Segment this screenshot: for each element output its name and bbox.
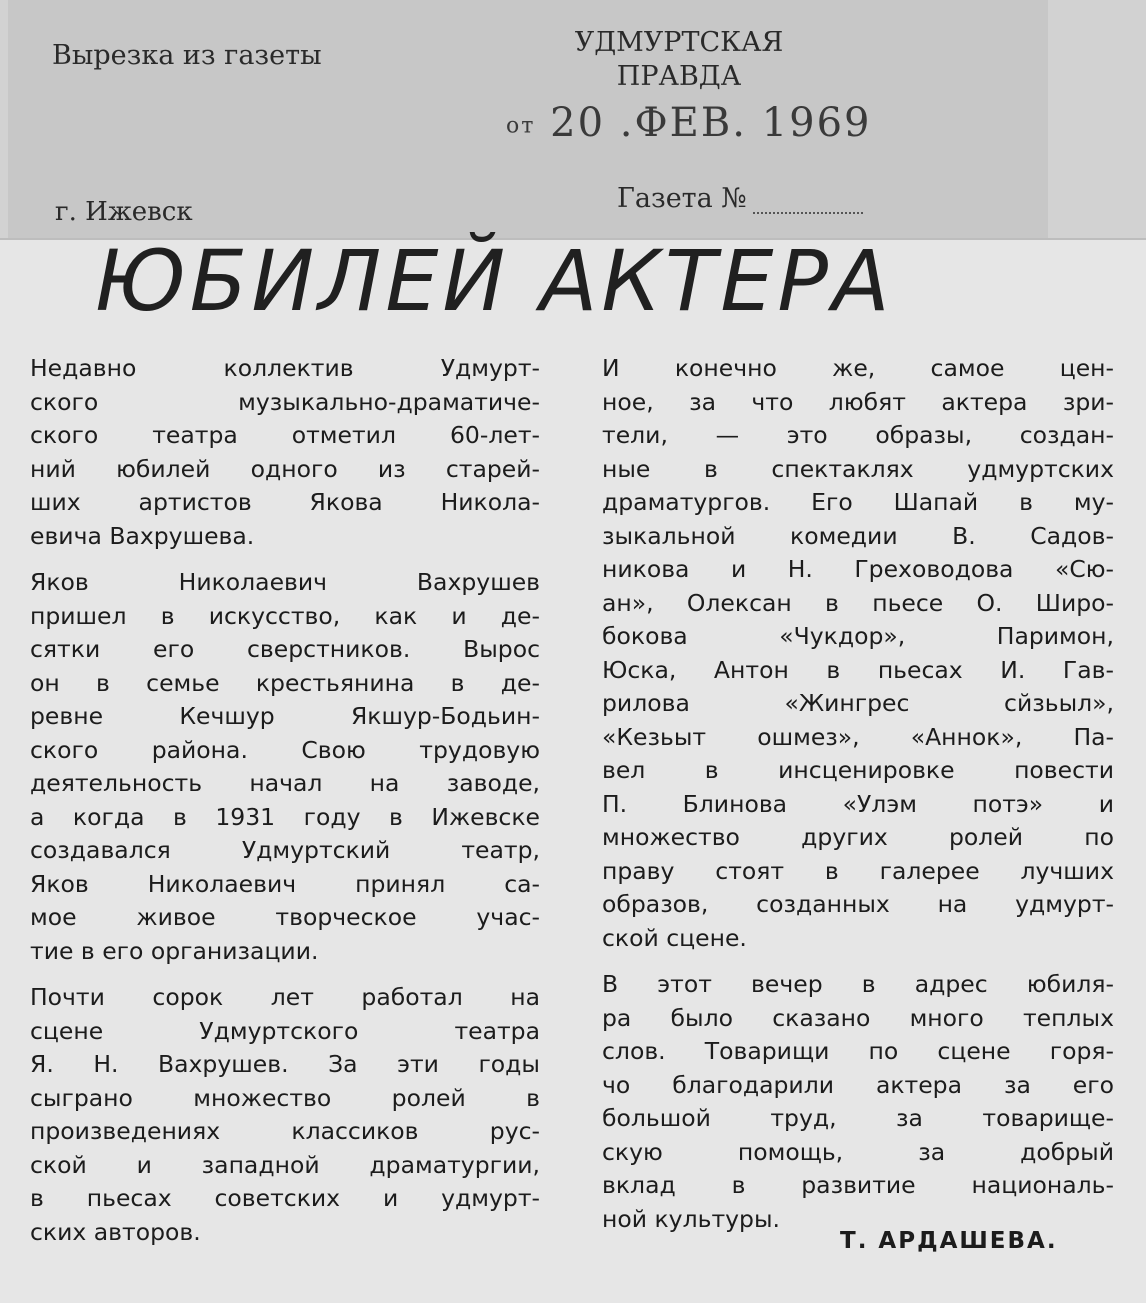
article-line: зыкальной комедии В. Садов-	[602, 521, 1114, 550]
issue-number-blank	[753, 190, 863, 214]
article-line: ан», Олексан в пьесе О. Широ-	[602, 588, 1114, 617]
date-prefix: от	[506, 113, 536, 139]
article-line: слов. Товарищи по сцене горя-	[602, 1037, 1114, 1065]
article-line: рилова «Жингрес сйзьыл»,	[602, 689, 1114, 717]
article-line: ской сцене.	[602, 923, 747, 952]
article-line: сыграно множество ролей в	[30, 1083, 540, 1112]
clipping-source-label: Вырезка из газеты	[52, 40, 322, 71]
article-line: ное, за что любят актера зри-	[602, 387, 1114, 416]
article-line: в пьесах советских и удмурт-	[30, 1184, 540, 1212]
article-column-left	[30, 352, 540, 1262]
article-line: ших артистов Якова Никола-	[30, 488, 540, 516]
article-line: большой труд, за товарище-	[602, 1104, 1114, 1132]
article-line: Почти сорок лет работал на	[30, 983, 540, 1011]
article-line: «Кезьыт ошмез», «Аннок», Па-	[602, 722, 1114, 751]
article-line: мое живое творческое учас-	[30, 903, 540, 931]
article-line: ских авторов.	[30, 1217, 201, 1246]
article-line: чо благодарили актера за его	[602, 1070, 1114, 1099]
article-line: пришел в искусство, как и де-	[30, 601, 540, 630]
article-line: множество других ролей по	[602, 823, 1114, 851]
newspaper-name	[548, 26, 810, 94]
article-line: ского театра отметил 60-лет-	[30, 421, 540, 449]
article-line: сцене Удмуртского театра	[30, 1016, 540, 1045]
article-line: тели, — это образы, создан-	[602, 421, 1114, 449]
article-line: произведениях классиков рус-	[30, 1117, 540, 1145]
article-line: деятельность начал на заводе,	[30, 769, 540, 797]
article-line: ского района. Свою трудовую	[30, 735, 540, 764]
date-value: 20 .ФЕВ. 1969	[550, 100, 872, 146]
article-line: драматургов. Его Шапай в му-	[602, 488, 1114, 516]
article-line: он в семье крестьянина в де-	[30, 668, 540, 697]
date-stamp	[506, 100, 872, 146]
article-signature: Т. АРДАШЕВА.	[840, 1228, 1058, 1254]
article-line: Недавно коллектив Удмурт-	[30, 354, 540, 382]
newspaper-name-line2: ПРАВДА	[616, 61, 742, 92]
article-column-right	[602, 352, 1114, 1249]
article-line: И конечно же, самое цен-	[602, 354, 1114, 382]
article-line: ра было сказано много теплых	[602, 1003, 1114, 1032]
article-line: никова и Н. Греховодова «Сю-	[602, 555, 1114, 583]
article-line: образов, созданных на удмурт-	[602, 890, 1114, 918]
article-line: ревне Кечшур Якшур-Бодьин-	[30, 702, 540, 730]
article-paragraph	[602, 968, 1114, 1236]
article-line: ной культуры.	[602, 1204, 780, 1233]
article-line: П. Блинова «Улэм потэ» и	[602, 789, 1114, 818]
article-line: Юска, Антон в пьесах И. Гав-	[602, 655, 1114, 684]
issue-number-label	[617, 183, 863, 214]
article-line: Яков Николаевич принял са-	[30, 869, 540, 898]
article-line: сятки его сверстников. Вырос	[30, 635, 540, 663]
article-title: ЮБИЛЕЙ АКТЕРА	[95, 232, 894, 330]
article-line: создавался Удмуртский театр,	[30, 836, 540, 864]
article-paragraph	[30, 352, 540, 553]
article-line: евича Вахрушева.	[30, 521, 255, 550]
article-line: Я. Н. Вахрушев. За эти годы	[30, 1050, 540, 1078]
city-label: г. Ижевск	[55, 197, 193, 227]
article-line: ского музыкально-драматиче-	[30, 387, 540, 416]
article-line: скую помощь, за добрый	[602, 1137, 1114, 1166]
article-line: ные в спектаклях удмуртских	[602, 454, 1114, 483]
article-line: вклад в развитие националь-	[602, 1171, 1114, 1199]
issue-label-text: Газета №	[617, 183, 747, 214]
article-line: В этот вечер в адрес юбиля-	[602, 970, 1114, 998]
article-paragraph	[602, 352, 1114, 955]
article-line: праву стоят в галерее лучших	[602, 856, 1114, 885]
article-line: ской и западной драматургии,	[30, 1150, 540, 1179]
article-paragraph	[30, 566, 540, 968]
article-paragraph	[30, 981, 540, 1249]
article-line: тие в его организации.	[30, 936, 319, 965]
article-line: ний юбилей одного из старей-	[30, 454, 540, 483]
article-line: бокова «Чукдор», Паримон,	[602, 622, 1114, 650]
article-line: Яков Николаевич Вахрушев	[30, 568, 540, 596]
article-line: а когда в 1931 году в Ижевске	[30, 802, 540, 831]
newspaper-name-line1: УДМУРТСКАЯ	[574, 27, 784, 58]
article-line: вел в инсценировке повести	[602, 756, 1114, 784]
